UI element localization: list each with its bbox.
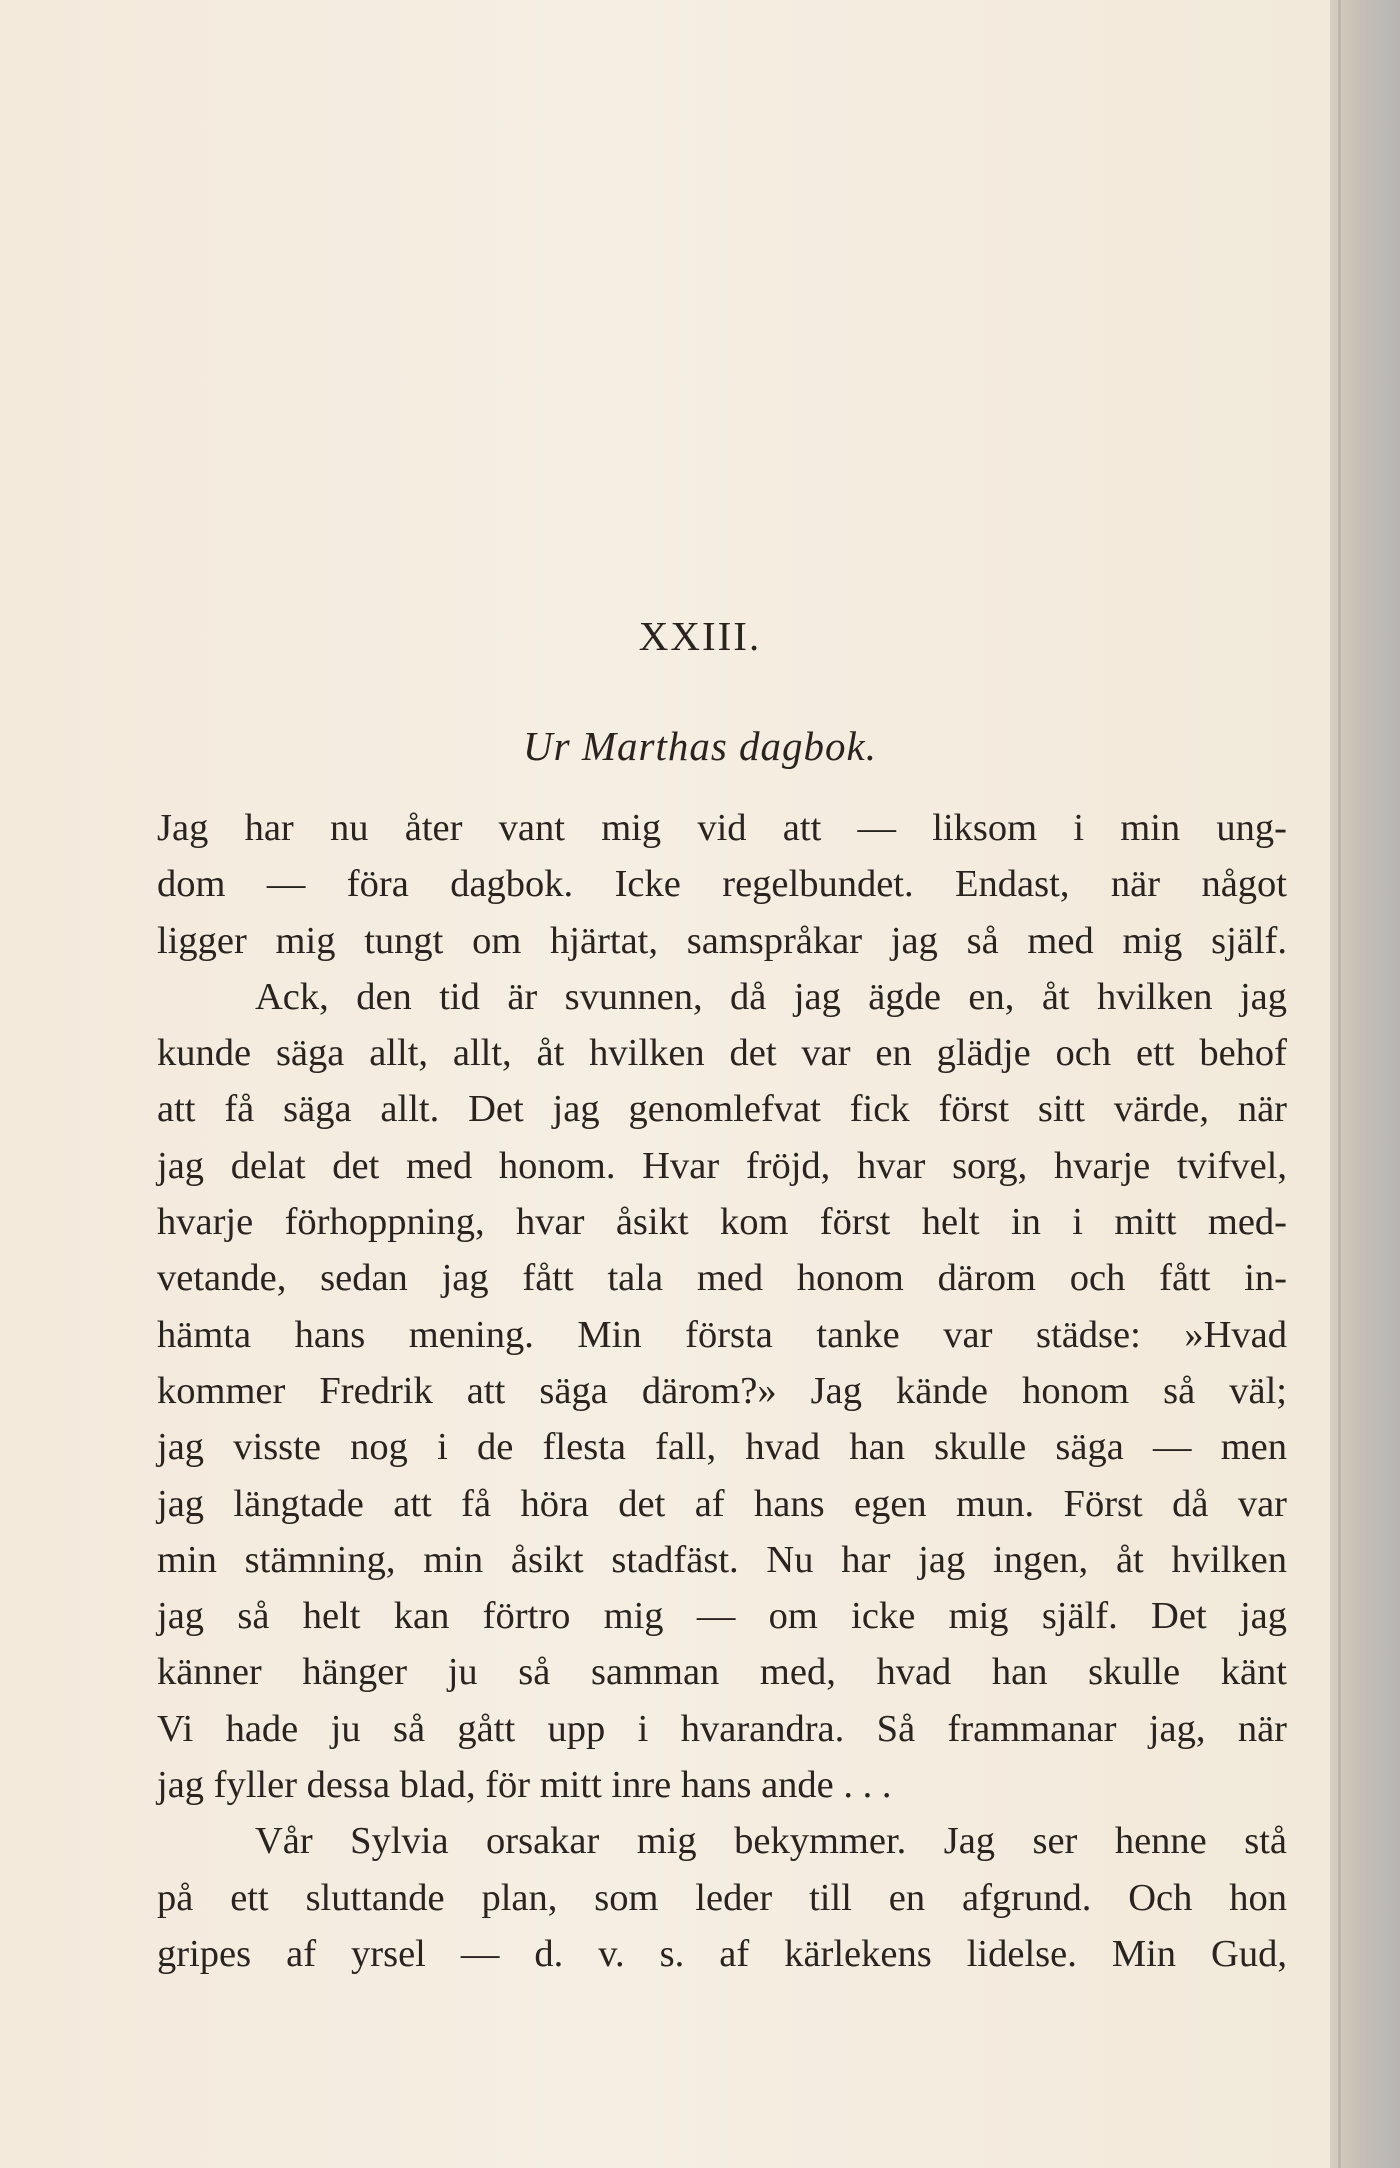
- page-edge-line: [1338, 0, 1341, 2168]
- text-line: ligger mig tungt om hjärtat, samspråkar jag så med mig själf.: [157, 919, 1287, 962]
- text-line: gripes af yrsel — d. v. s. af kärlekens lidelse. Min Gud,: [157, 1932, 1287, 1975]
- text-line: Jag har nu åter vant mig vid att — liksom i min ung-: [157, 807, 1287, 849]
- body-text: [157, 800, 1287, 1982]
- text-line: jag så helt kan förtro mig — om icke mig själf. Det jag: [157, 1595, 1287, 1638]
- text-line: hämta hans mening. Min första tanke var städse: »Hvad: [157, 1313, 1287, 1356]
- text-line: att få säga allt. Det jag genomlefvat fick först sitt värde, när: [157, 1088, 1287, 1131]
- text-line: vetande, sedan jag fått tala med honom därom och fått in-: [157, 1257, 1287, 1300]
- text-line: jag längtade att få höra det af hans egen mun. Först då var: [157, 1482, 1287, 1525]
- text-line: jag visste nog i de flesta fall, hvad han skulle säga — men: [157, 1426, 1287, 1469]
- text-line: Vår Sylvia orsakar mig bekymmer. Jag ser henne stå: [255, 1820, 1287, 1863]
- text-line: känner hänger ju så samman med, hvad han skulle känt: [157, 1651, 1287, 1694]
- text-line: jag delat det med honom. Hvar fröjd, hvar sorg, hvarje tvifvel,: [157, 1144, 1287, 1187]
- text-line: dom — föra dagbok. Icke regelbundet. Endast, när något: [157, 863, 1287, 906]
- text-line: min stämning, min åsikt stadfäst. Nu har jag ingen, åt hvilken: [157, 1538, 1287, 1581]
- chapter-title: Ur Marthas dagbok.: [523, 723, 877, 769]
- text-line: Ack, den tid är svunnen, då jag ägde en, åt hvilken jag: [255, 975, 1287, 1018]
- text-line: jag fyller dessa blad, för mitt inre hans ande . . .: [157, 1764, 892, 1807]
- chapter-number: XXIII.: [638, 613, 762, 659]
- text-line: kunde säga allt, allt, åt hvilken det var en glädje och ett behof: [157, 1032, 1287, 1075]
- text-line: Vi hade ju så gått upp i hvarandra. Så frammanar jag, när: [157, 1707, 1287, 1750]
- text-line: kommer Fredrik att säga därom?» Jag kände honom så väl;: [157, 1369, 1287, 1412]
- text-line: på ett sluttande plan, som leder till en afgrund. Och hon: [157, 1876, 1287, 1919]
- text-line: hvarje förhoppning, hvar åsikt kom först helt in i mitt med-: [157, 1201, 1287, 1244]
